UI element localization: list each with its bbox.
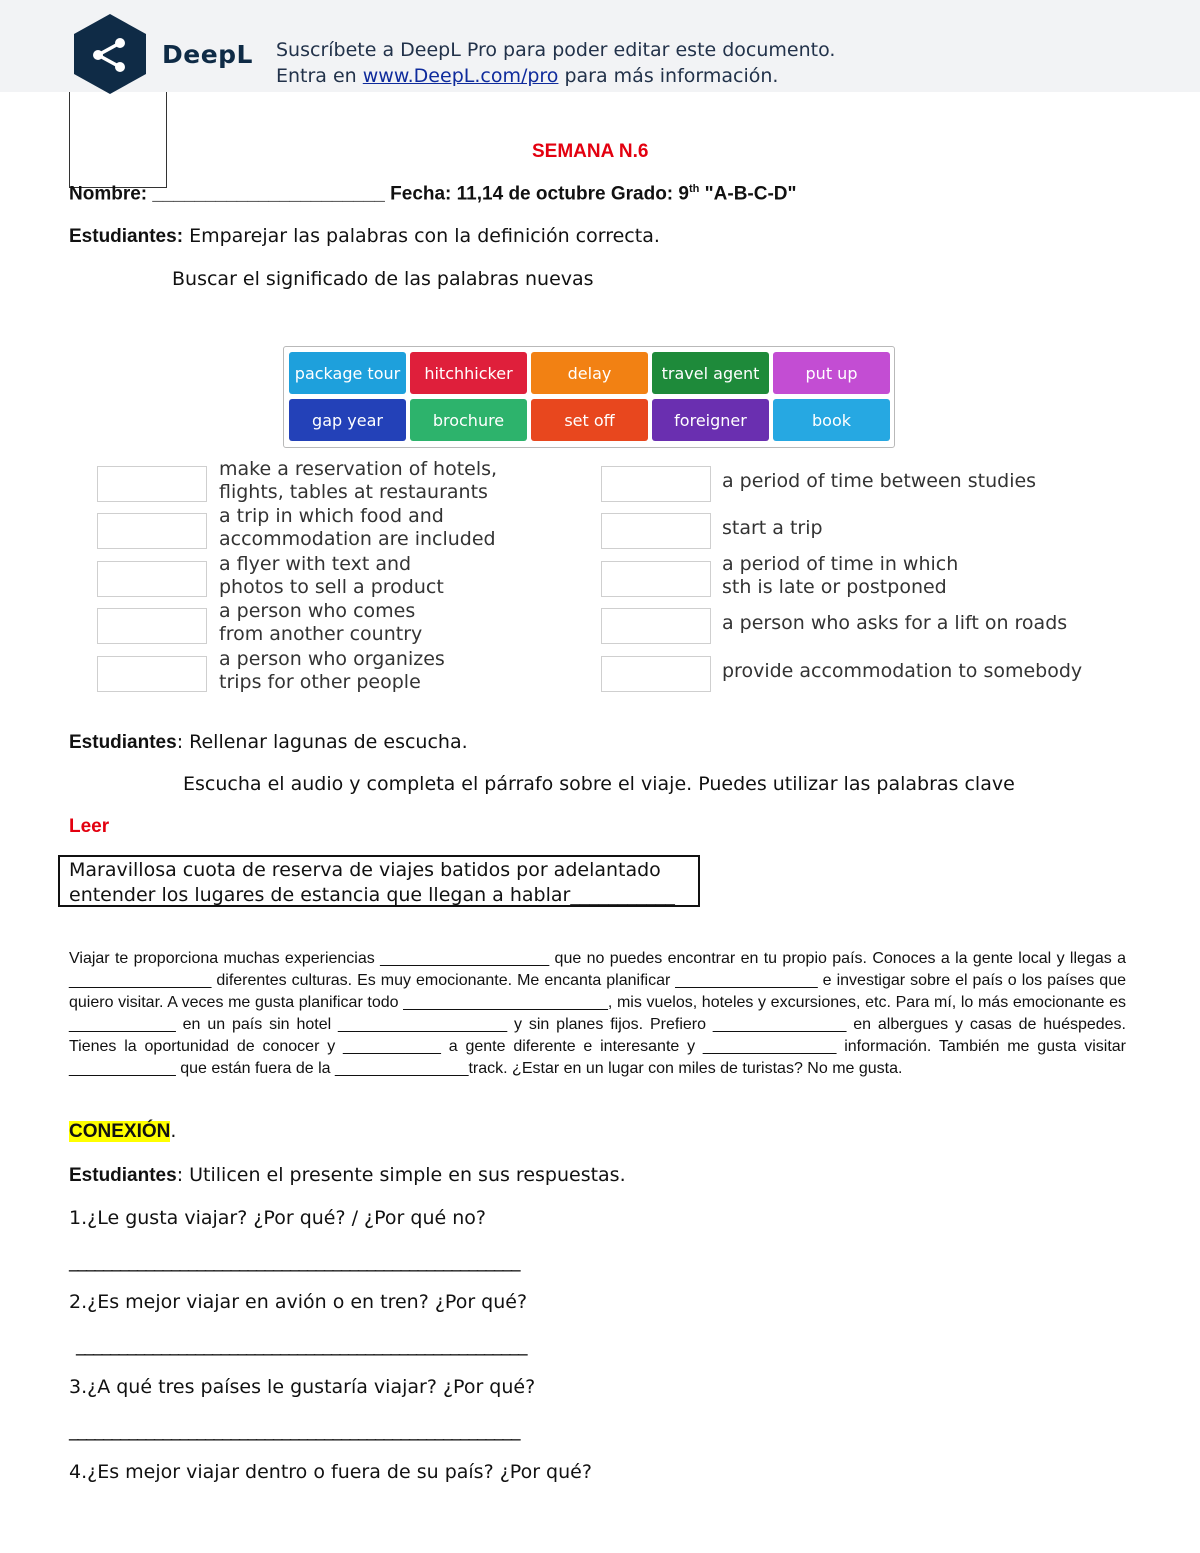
answer-box[interactable] [601, 466, 711, 502]
answer-line-1[interactable]: _____________________________________________________ [69, 1250, 520, 1272]
answer-line-3[interactable]: _____________________________________________________ [69, 1419, 520, 1441]
student-info-line: Nombre: ______________________ Fecha: 11,14 de octubre Grado: 9th "A-B-C-D" [69, 183, 797, 205]
read-label: Leer [69, 816, 110, 837]
deepl-pro-link[interactable]: www.DeepL.com/pro [362, 65, 559, 87]
definition-text: a person who comes from another country [219, 600, 423, 645]
answer-box[interactable] [97, 561, 207, 597]
word-chip[interactable]: gap year [289, 399, 406, 441]
instructions-listening: Estudiantes: Rellenar lagunas de escucha. [69, 731, 468, 753]
banner-line-1: Suscríbete a DeepL Pro para poder editar este documento. [276, 39, 836, 61]
answer-box[interactable] [601, 561, 711, 597]
word-chip[interactable]: hitchhicker [410, 352, 527, 394]
instructions-questions: Estudiantes: Utilicen el presente simple en sus respuestas. [69, 1164, 626, 1186]
definition-text: a flyer with text and photos to sell a product [219, 553, 444, 598]
instructions-matching: Estudiantes: Emparejar las palabras con la definición correcta. [69, 225, 660, 247]
word-chip[interactable]: book [773, 399, 890, 441]
banner-line-2: Entra en www.DeepL.com/pro para más información. [276, 65, 779, 87]
deepl-banner [0, 0, 1200, 92]
deepl-logo-icon [70, 12, 150, 94]
definition-text: a person who asks for a lift on roads [722, 612, 1068, 634]
banner-message [276, 37, 835, 89]
definition-text: start a trip [722, 517, 823, 539]
word-chip[interactable]: put up [773, 352, 890, 394]
question-1: 1.¿Le gusta viajar? ¿Por qué? / ¿Por qué no? [69, 1207, 486, 1229]
connection-heading: CONEXIÓN. [69, 1120, 177, 1142]
answer-box[interactable] [97, 513, 207, 549]
word-chip[interactable]: set off [531, 399, 648, 441]
word-bank [283, 346, 895, 448]
definition-text: provide accommodation to somebody [722, 660, 1083, 682]
instructions-listening-sub: Escucha el audio y completa el párrafo sobre el viaje. Puedes utilizar las palabras clave [183, 773, 1015, 795]
answer-box[interactable] [601, 656, 711, 692]
instructions-matching-sub: Buscar el significado de las palabras nuevas [172, 268, 594, 290]
page-title: SEMANA N.6 [532, 141, 649, 162]
question-2: 2.¿Es mejor viajar en avión o en tren? ¿Por qué? [69, 1291, 528, 1313]
word-chip[interactable]: foreigner [652, 399, 769, 441]
deepl-wordmark: DeepL [162, 40, 253, 69]
word-chip[interactable]: package tour [289, 352, 406, 394]
definition-text: a period of time in which sth is late or postponed [722, 553, 959, 598]
answer-box[interactable] [601, 513, 711, 549]
definition-text: make a reservation of hotels, flights, tables at restaurants [219, 458, 498, 503]
definition-text: a person who organizes trips for other people [219, 648, 445, 693]
answer-box[interactable] [97, 608, 207, 644]
school-logo-box [69, 92, 167, 188]
answer-box[interactable] [97, 656, 207, 692]
definition-text: a period of time between studies [722, 470, 1037, 492]
question-3: 3.¿A qué tres países le gustaría viajar? ¿Por qué? [69, 1376, 536, 1398]
word-chip[interactable]: brochure [410, 399, 527, 441]
answer-line-2[interactable]: _____________________________________________________ [76, 1334, 527, 1356]
answer-box[interactable] [601, 608, 711, 644]
fill-in-paragraph: Viajar te proporciona muchas experiencias ___________________ que no puedes encontrar en tu propio país. Conoces a la gente local y llegas a ________________ diferentes culturas. Es muy emocionante. Me encanta planificar ________________ e investigar sobre el país o los países que quiero visitar. A veces me gusta planificar todo _______________________, mis vuelos, hoteles y excursiones, etc. Para mí, lo más emocionante es ____________ en un país sin hotel ___________________ y sin planes fijos. Prefiero _______________ en albergues y casas de huéspedes. Tienes la oportunidad de conocer y ___________ a gente diferente e interesante y _______________ información. También me gusta visitar ____________ que están fuera de la _______________track. ¿Estar en un lugar con miles de turistas? No me gusta. [69, 950, 1126, 1077]
answer-box[interactable] [97, 466, 207, 502]
key-words-text: Maravillosa cuota de reserva de viajes batidos por adelantado entender los lugares de estancia que llegan a hablar___________ [69, 859, 675, 906]
definition-text: a trip in which food and accommodation are included [219, 505, 496, 550]
word-chip[interactable]: delay [531, 352, 648, 394]
question-4: 4.¿Es mejor viajar dentro o fuera de su país? ¿Por qué? [69, 1461, 592, 1483]
word-chip[interactable]: travel agent [652, 352, 769, 394]
